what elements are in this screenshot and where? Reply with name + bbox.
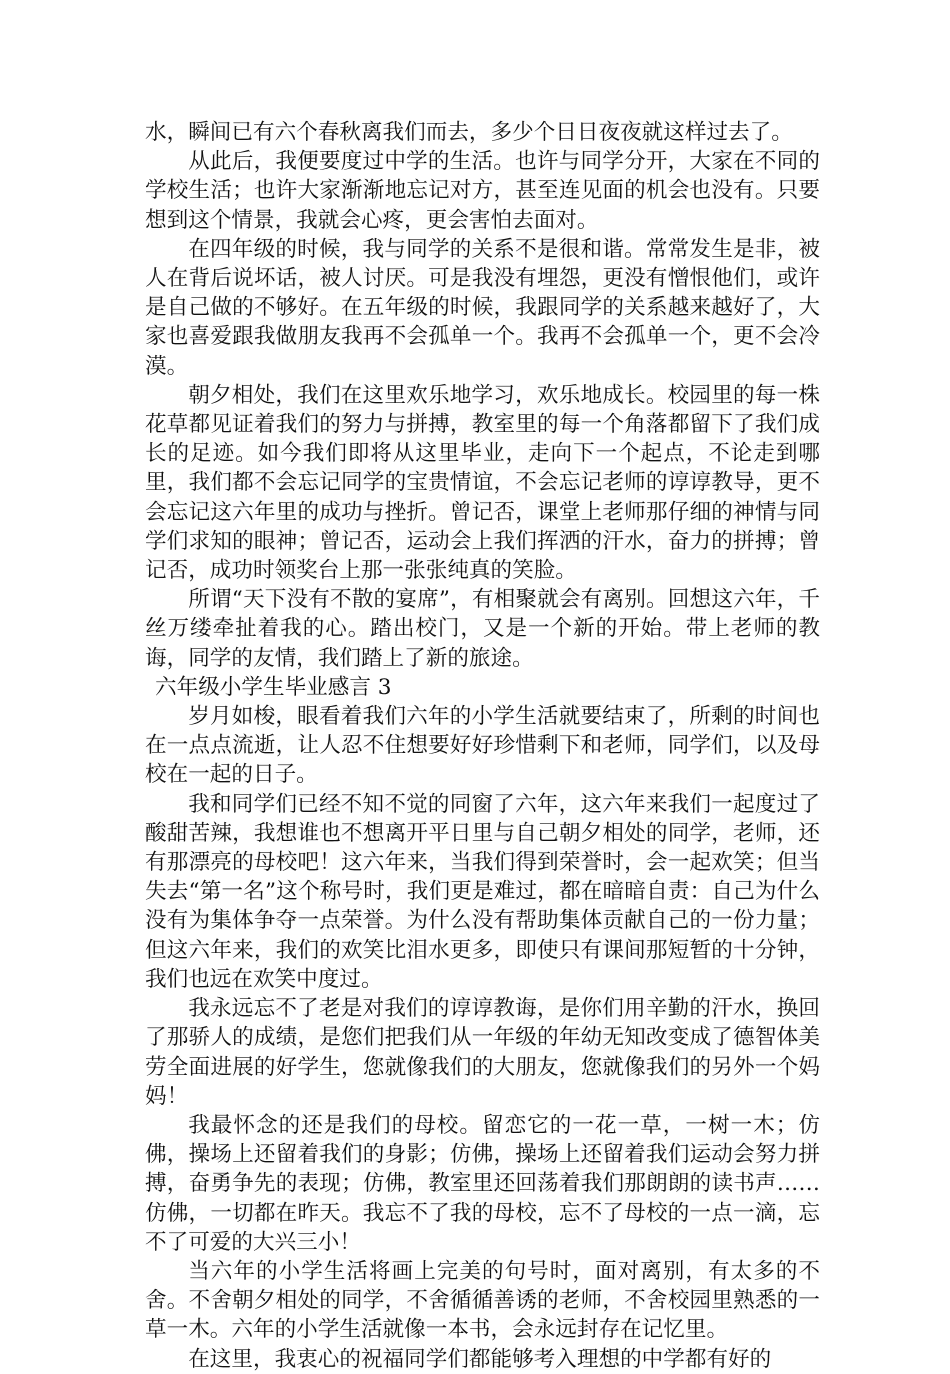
paragraph: 当六年的小学生活将画上完美的句号时，面对离别，有太多的不舍。不舍朝夕相处的同学，不舍循循善诱的老师，不舍校园里熟悉的一草一木。六年的小学生活就像一本书，会永远封存在记忆里。 [145,1258,820,1343]
paragraph: 我和同学们已经不知不觉的同窗了六年，这六年来我们一起度过了酸甜苦辣，我想谁也不想离开平日里与自己朝夕相处的同学，老师，还有那漂亮的母校吧！这六年来，当我们得到荣誉时，会一起欢笑；但当失去“第一名”这个称号时，我们更是难过，都在暗暗自责：自己为什么没有为集体争夺一点荣誉。为什么没有帮助集体贡献自己的一份力量；但这六年来，我们的欢笑比泪水更多，即使只有课间那短暂的十分钟，我们也远在欢笑中度过。 [145,791,820,992]
paragraph: 我最怀念的还是我们的母校。留恋它的一花一草，一树一木；仿佛，操场上还留着我们的身影；仿佛，操场上还留着我们运动会努力拼搏，奋勇争先的表现；仿佛，教室里还回荡着我们那朗朗的读书声……仿佛，一切都在昨天。我忘不了我的母校，忘不了母校的一点一滴，忘不了可爱的大兴三小！ [145,1112,820,1255]
section-heading: 六年级小学生毕业感言 3 [155,674,392,700]
continuation-paragraph: 水，瞬间已有六个春秋离我们而去，多少个日日夜夜就这样过去了。 [145,120,793,145]
paragraph: 我永远忘不了老是对我们的谆谆教诲，是你们用辛勤的汗水，换回了那骄人的成绩，是您们把我们从一年级的年幼无知改变成了德智体美劳全面进展的好学生，您就像我们的大朋友，您就像我们的另外一个妈妈！ [145,996,820,1109]
paragraph: 岁月如梭，眼看着我们六年的小学生活就要结束了，所剩的时间也在一点点流逝，让人忍不住想要好好珍惜剩下和老师，同学们，以及母校在一起的日子。 [145,704,820,788]
paragraph: 在这里，我衷心的祝福同学们都能够考入理想的中学都有好的 [188,1346,772,1372]
paragraph: 朝夕相处，我们在这里欢乐地学习，欢乐地成长。校园里的每一株花草都见证着我们的努力与拼搏，教室里的每一个角落都留下了我们成长的足迹。如今我们即将从这里毕业，走向下一个起点，不论走到哪里，我们都不会忘记同学的宝贵情谊，不会忘记老师的谆谆教导，更不会忘记这六年里的成功与挫折。曾记否，课堂上老师那仔细的神情与同学们求知的眼神；曾记否，运动会上我们挥洒的汗水，奋力的拼搏；曾记否，成功时领奖台上那一张张纯真的笑脸。 [145,382,820,584]
paragraph: 从此后，我便要度过中学的生活。也许与同学分开，大家在不同的学校生活；也许大家渐渐地忘记对方，甚至连见面的机会也没有。只要想到这个情景，我就会心疼，更会害怕去面对。 [145,149,820,233]
paragraph: 所谓“天下没有不散的宴席”，有相聚就会有离别。回想这六年，千丝万缕牵扯着我的心。踏出校门，又是一个新的开始。带上老师的教诲，同学的友情，我们踏上了新的旅途。 [145,587,820,671]
paragraph: 在四年级的时候，我与同学的关系不是很和谐。常常发生是非，被人在背后说坏话，被人讨厌。可是我没有埋怨，更没有憎恨他们，或许是自己做的不够好。在五年级的时候，我跟同学的关系越来越好了，大家也喜爱跟我做朋友我再不会孤单一个。我再不会孤单一个，更不会冷漠。 [145,236,820,379]
document-page [145,118,820,1374]
